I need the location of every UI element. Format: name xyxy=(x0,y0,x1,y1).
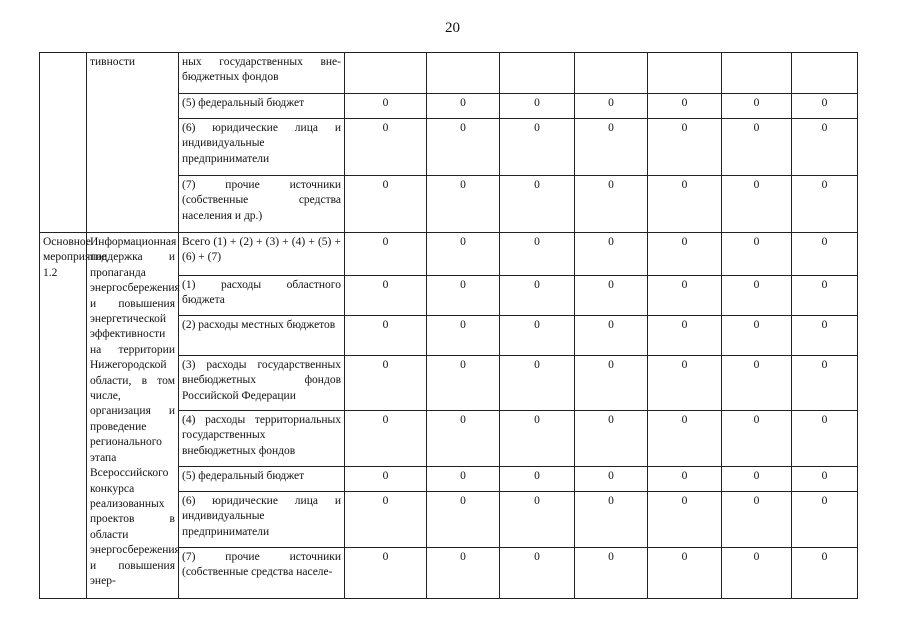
value-cell: 0 xyxy=(648,176,722,233)
value-cell xyxy=(345,53,427,94)
value-cell: 0 xyxy=(500,467,575,492)
value-cell: 0 xyxy=(722,548,792,599)
value-cell: 0 xyxy=(575,548,648,599)
value-cell xyxy=(427,53,500,94)
value-cell: 0 xyxy=(345,411,427,467)
value-cell: 0 xyxy=(648,119,722,176)
value-cell: 0 xyxy=(722,492,792,548)
value-cell xyxy=(648,53,722,94)
value-cell: 0 xyxy=(427,119,500,176)
table-row xyxy=(40,233,858,276)
value-cell: 0 xyxy=(427,176,500,233)
value-cell: 0 xyxy=(345,233,427,276)
source-label: (1) расходы областного бюджета xyxy=(179,276,345,316)
value-cell: 0 xyxy=(792,276,858,316)
value-cell xyxy=(722,53,792,94)
value-cell: 0 xyxy=(345,316,427,356)
value-cell: 0 xyxy=(722,356,792,411)
value-cell: 0 xyxy=(792,233,858,276)
source-label: (6) юридические лица и индивидуальные предприниматели xyxy=(179,119,345,176)
source-label: (3) расходы государственных внебюджетных фондов Российской Федерации xyxy=(179,356,345,411)
source-label: (6) юридические лица и индивидуальные предприниматели xyxy=(179,492,345,548)
event-number-cell: Основное мероприятие 1.2 xyxy=(40,233,87,599)
value-cell: 0 xyxy=(722,467,792,492)
value-cell: 0 xyxy=(427,94,500,119)
funding-table xyxy=(39,52,858,599)
value-cell: 0 xyxy=(427,467,500,492)
value-cell: 0 xyxy=(500,176,575,233)
value-cell: 0 xyxy=(500,119,575,176)
value-cell: 0 xyxy=(648,94,722,119)
value-cell: 0 xyxy=(575,356,648,411)
event-description-cell: тивности xyxy=(87,53,179,233)
source-label: (7) прочие источники (собственные средства населения и др.) xyxy=(179,176,345,233)
value-cell: 0 xyxy=(575,276,648,316)
value-cell: 0 xyxy=(500,94,575,119)
event-description-cell: Информационная поддержка и пропаганда энергосбережения и повышения энергетической эффективности на территории Нижегородской области, в том числе, организация и проведение регионального этапа Всероссийского конкурса реализованных проектов в области энергосбережения и повышения энер- xyxy=(87,233,179,599)
value-cell: 0 xyxy=(575,119,648,176)
value-cell: 0 xyxy=(648,233,722,276)
value-cell: 0 xyxy=(648,356,722,411)
value-cell: 0 xyxy=(345,492,427,548)
source-label: (4) расходы территориальных государственных внебюджетных фондов xyxy=(179,411,345,467)
value-cell: 0 xyxy=(500,411,575,467)
value-cell: 0 xyxy=(427,492,500,548)
value-cell: 0 xyxy=(648,492,722,548)
value-cell: 0 xyxy=(575,233,648,276)
event-number-cell xyxy=(40,53,87,233)
value-cell: 0 xyxy=(792,411,858,467)
value-cell: 0 xyxy=(500,316,575,356)
value-cell: 0 xyxy=(722,119,792,176)
page-number: 20 xyxy=(445,20,460,36)
source-label: (7) прочие источники (собственные средства населе- xyxy=(179,548,345,599)
value-cell: 0 xyxy=(500,356,575,411)
value-cell: 0 xyxy=(345,356,427,411)
value-cell xyxy=(575,53,648,94)
value-cell: 0 xyxy=(792,94,858,119)
value-cell: 0 xyxy=(792,548,858,599)
value-cell: 0 xyxy=(345,548,427,599)
value-cell: 0 xyxy=(345,176,427,233)
source-label: (5) федеральный бюджет xyxy=(179,94,345,119)
value-cell: 0 xyxy=(722,176,792,233)
value-cell: 0 xyxy=(722,411,792,467)
value-cell: 0 xyxy=(427,233,500,276)
value-cell: 0 xyxy=(575,492,648,548)
table-row xyxy=(40,53,858,94)
value-cell: 0 xyxy=(792,356,858,411)
value-cell: 0 xyxy=(500,548,575,599)
value-cell: 0 xyxy=(345,276,427,316)
value-cell: 0 xyxy=(345,119,427,176)
source-label: ных государственных вне-бюджетных фондов xyxy=(179,53,345,94)
value-cell xyxy=(500,53,575,94)
value-cell: 0 xyxy=(575,176,648,233)
value-cell: 0 xyxy=(427,276,500,316)
value-cell: 0 xyxy=(500,276,575,316)
value-cell: 0 xyxy=(648,548,722,599)
value-cell: 0 xyxy=(792,316,858,356)
value-cell: 0 xyxy=(722,316,792,356)
value-cell: 0 xyxy=(427,316,500,356)
value-cell: 0 xyxy=(792,467,858,492)
value-cell xyxy=(792,53,858,94)
source-label: (5) федеральный бюджет xyxy=(179,467,345,492)
value-cell: 0 xyxy=(648,276,722,316)
source-label: Всего (1) + (2) + (3) + (4) + (5) + (6) + (7) xyxy=(179,233,345,276)
value-cell: 0 xyxy=(427,548,500,599)
value-cell: 0 xyxy=(648,316,722,356)
value-cell: 0 xyxy=(575,316,648,356)
value-cell: 0 xyxy=(500,492,575,548)
value-cell: 0 xyxy=(345,467,427,492)
value-cell: 0 xyxy=(722,94,792,119)
value-cell: 0 xyxy=(345,94,427,119)
value-cell: 0 xyxy=(500,233,575,276)
value-cell: 0 xyxy=(722,276,792,316)
value-cell: 0 xyxy=(427,356,500,411)
value-cell: 0 xyxy=(792,492,858,548)
value-cell: 0 xyxy=(575,411,648,467)
value-cell: 0 xyxy=(575,94,648,119)
value-cell: 0 xyxy=(648,411,722,467)
value-cell: 0 xyxy=(648,467,722,492)
value-cell: 0 xyxy=(792,176,858,233)
source-label: (2) расходы местных бюджетов xyxy=(179,316,345,356)
value-cell: 0 xyxy=(575,467,648,492)
value-cell: 0 xyxy=(427,411,500,467)
value-cell: 0 xyxy=(792,119,858,176)
value-cell: 0 xyxy=(722,233,792,276)
